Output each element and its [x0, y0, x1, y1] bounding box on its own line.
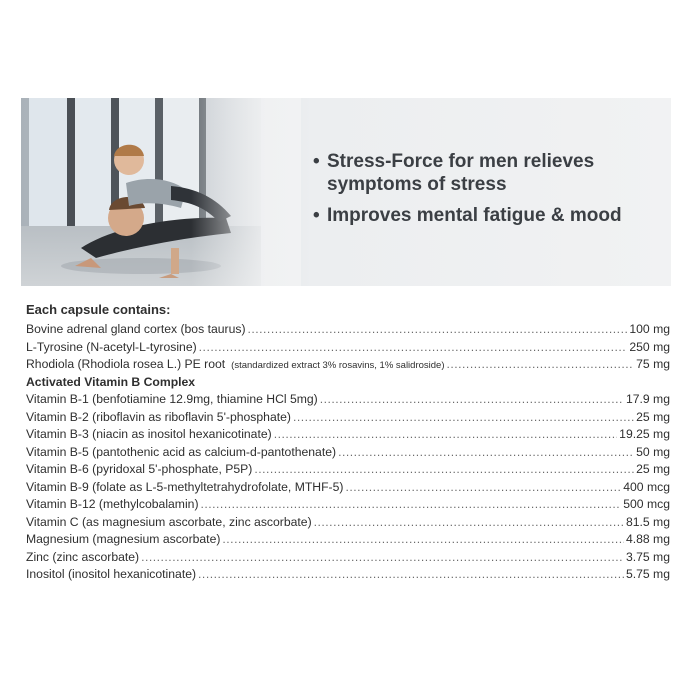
ingredient-name: Vitamin B-5 (pantothenic acid as calcium-d-pantothenate): [26, 444, 337, 459]
ingredient-name: Rhodiola (Rhodiola rosea L.) PE root: [26, 357, 226, 371]
ingredient-amount: 17.9 mg: [625, 392, 670, 406]
leader-dots: [320, 391, 624, 409]
ingredient-amount: 4.88 mg: [625, 532, 670, 546]
leader-dots: [293, 409, 634, 427]
leader-dots: [248, 321, 628, 339]
ingredient-row: [26, 391, 670, 409]
ingredient-amount: 400 mcg: [623, 479, 670, 494]
ingredient-amount: 19.25 mg: [619, 427, 670, 441]
leader-dots: [201, 496, 622, 514]
ingredient-row: [26, 461, 670, 479]
ingredient-name: L-Tyrosine (N-acetyl-L-tyrosine): [26, 339, 197, 354]
ingredient-name: Vitamin B-3 (niacin as inositol hexanicotinate): [26, 427, 272, 441]
leader-dots: [447, 356, 635, 374]
ingredient-note: (standardized extract 3% rosavins, 1% salidroside): [231, 360, 445, 371]
ingredient-amount: 3.75 mg: [625, 549, 670, 564]
leader-dots: [199, 339, 628, 357]
leader-dots: [314, 514, 624, 532]
ingredient-row: [26, 426, 670, 444]
benefit-item: [313, 204, 663, 227]
leader-dots: [254, 461, 634, 479]
ingredient-row: [26, 321, 670, 339]
ingredient-row: [26, 514, 670, 532]
ingredient-amount: 25 mg: [636, 462, 670, 476]
ingredient-amount: 5.75 mg: [625, 567, 670, 581]
facts-title: Each capsule contains:: [26, 302, 171, 317]
ingredient-row: [26, 566, 670, 584]
ingredient-amount: 500 mcg: [623, 497, 670, 511]
ingredient-row: [26, 531, 670, 549]
leader-dots: [222, 531, 624, 549]
leader-dots: [274, 426, 617, 444]
ingredient-name: Zinc (zinc ascorbate): [26, 549, 140, 564]
ingredient-row: [26, 549, 670, 567]
ingredient-amount: 25 mg: [636, 409, 670, 424]
ingredient-amount: 250 mg: [629, 339, 670, 354]
ingredient-name: Vitamin B-12 (methylcobalamin): [26, 497, 199, 511]
leader-dots: [141, 549, 624, 567]
supplement-facts: [26, 299, 670, 584]
section-heading: Activated Vitamin B Complex: [26, 374, 196, 389]
ingredient-name: Vitamin B-6 (pyridoxal 5'-phosphate, P5P): [26, 462, 253, 476]
ingredient-amount: 81.5 mg: [625, 514, 670, 529]
banner-fade: [191, 98, 301, 286]
ingredient-amount: 75 mg: [636, 357, 670, 371]
ingredient-name: Vitamin C (as magnesium ascorbate, zinc ascorbate): [26, 514, 312, 529]
ingredient-row: [26, 339, 670, 357]
leader-dots: [345, 479, 621, 497]
ingredient-row: [26, 496, 670, 514]
benefit-item: [313, 150, 663, 196]
benefit-text: Improves mental fatigue & mood: [327, 205, 622, 226]
ingredient-row: [26, 409, 670, 427]
leader-dots: [338, 444, 634, 462]
leader-dots: [198, 566, 624, 584]
benefit-list: [313, 150, 663, 235]
ingredient-name: Magnesium (magnesium ascorbate): [26, 532, 221, 546]
ingredient-amount: 50 mg: [636, 444, 670, 459]
ingredient-row: [26, 444, 670, 462]
bullet-icon: •: [313, 151, 320, 172]
ingredient-name: Bovine adrenal gland cortex (bos taurus): [26, 322, 246, 336]
bullet-icon: •: [313, 205, 320, 226]
ingredient-amount: 100 mg: [629, 322, 670, 336]
banner: [21, 98, 671, 286]
ingredient-name: Inositol (inositol hexanicotinate): [26, 567, 197, 581]
ingredient-row: [26, 356, 670, 374]
ingredient-name: Vitamin B-9 (folate as L-5-methyltetrahydrofolate, MTHF-5): [26, 479, 344, 494]
ingredient-name: Vitamin B-1 (benfotiamine 12.9mg, thiamine HCl 5mg): [26, 392, 318, 406]
benefit-text: Stress-Force for men relieves symptoms of stress: [327, 151, 595, 195]
ingredient-row: [26, 479, 670, 497]
ingredient-name: Vitamin B-2 (riboflavin as riboflavin 5'-phosphate): [26, 409, 291, 424]
